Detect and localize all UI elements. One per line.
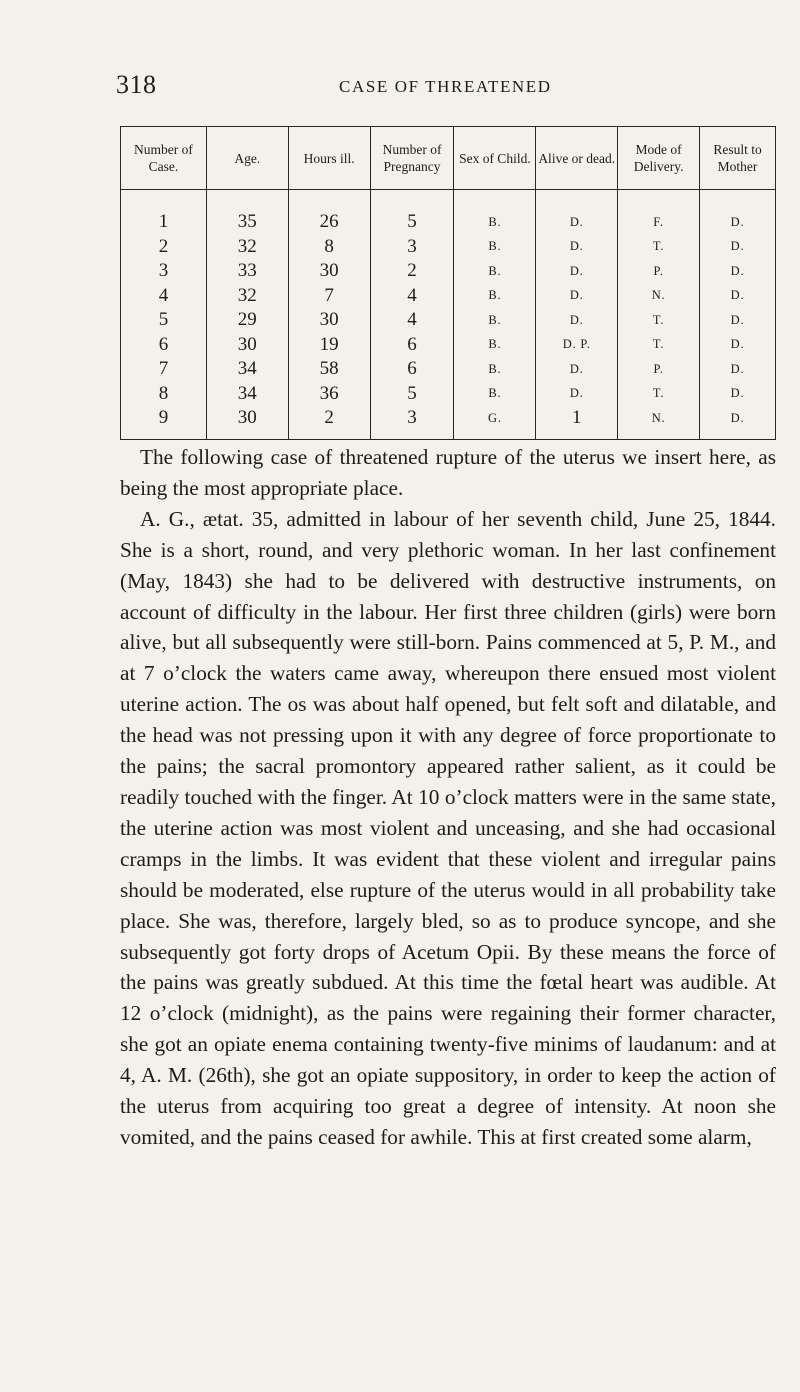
cell-case-number: 1 (121, 190, 207, 235)
cell-pregnancy: 6 (370, 357, 454, 382)
column-header: Result to Mother (700, 127, 776, 190)
paragraph-case: A. G., ætat. 35, admitted in labour of her seventh child, June 25, 1844. She is a short, round, and very plethoric woman. In her last confinement (May, 1843) she had to be delivered with destructive instruments, on account of difficulty in the labour. Her first three children (girls) were born alive, but all subsequently were still-born. Pains commenced at 5, P. M., and at 7 o’clock the waters came away, whereupon there ensued most violent uterine action. The os was about half opened, but felt soft and dilatable, and the head was not pressing upon it with any degree of force proportionate to the pains; the sacral promontory appeared rather salient, as it could be readily touched with the finger. At 10 o’clock matters were in the same state, the uterine action was most violent and unceasing, and she had occasional cramps in the limbs. It was evident that these violent and irregular pains should be moderated, else rupture of the uterus would in all probability take place. She was, therefore, largely bled, so as to produce syncope, and she subsequently got forty drops of Acetum Opii. By these means the force of the pains was greatly subdued. At this time the fœtal heart was audible. At 12 o’clock (midnight), as the pains were regaining their former character, she got an opiate enema containing twenty-five minims of laudanum: and at 4, A. M. (26th), she got an opiate suppository, in order to keep the action of the uterus from acquiring too great a degree of intensity. At noon she vomited, and the pains ceased for awhile. This at first created some alarm, (120, 506, 776, 1149)
cell-result: D. (700, 190, 776, 235)
column-header: Hours ill. (288, 127, 370, 190)
cell-age: 35 (206, 190, 288, 235)
cell-pregnancy: 5 (370, 382, 454, 407)
table-row (121, 235, 776, 260)
column-header: Age. (206, 127, 288, 190)
cell-sex: B. (454, 357, 536, 382)
cell-sex: B. (454, 333, 536, 358)
cell-delivery: T. (618, 308, 700, 333)
table-row (121, 259, 776, 284)
cell-alive-dead: D. (536, 190, 618, 235)
cell-age: 33 (206, 259, 288, 284)
cell-result: D. (700, 382, 776, 407)
column-header: Mode of Delivery. (618, 127, 700, 190)
cell-delivery: N. (618, 406, 700, 439)
column-header: Alive or dead. (536, 127, 618, 190)
cell-case-number: 9 (121, 406, 207, 439)
cell-result: D. (700, 406, 776, 439)
cell-case-number: 8 (121, 382, 207, 407)
cell-case-number: 2 (121, 235, 207, 260)
cell-case-number: 3 (121, 259, 207, 284)
column-header: Number of Pregnancy (370, 127, 454, 190)
cell-result: D. (700, 284, 776, 309)
table-row (121, 333, 776, 358)
column-header: Number of Case. (121, 127, 207, 190)
page-number: 318 (116, 70, 157, 99)
cell-pregnancy: 4 (370, 284, 454, 309)
cell-result: D. (700, 357, 776, 382)
cell-alive-dead: 1 (536, 406, 618, 439)
cell-sex: B. (454, 382, 536, 407)
cell-age: 30 (206, 406, 288, 439)
cell-case-number: 6 (121, 333, 207, 358)
cell-hours-ill: 36 (288, 382, 370, 407)
cell-pregnancy: 3 (370, 235, 454, 260)
cell-alive-dead: D. (536, 284, 618, 309)
cases-table (120, 126, 776, 440)
cell-sex: G. (454, 406, 536, 439)
cell-age: 30 (206, 333, 288, 358)
table-row (121, 190, 776, 235)
cell-result: D. (700, 259, 776, 284)
cell-case-number: 5 (121, 308, 207, 333)
cell-sex: B. (454, 259, 536, 284)
cell-result: D. (700, 308, 776, 333)
table-row (121, 357, 776, 382)
cell-hours-ill: 58 (288, 357, 370, 382)
cell-result: D. (700, 235, 776, 260)
table-row (121, 382, 776, 407)
cell-sex: B. (454, 284, 536, 309)
cell-result: D. (700, 333, 776, 358)
cell-alive-dead: D. P. (536, 333, 618, 358)
cell-sex: B. (454, 235, 536, 260)
cell-pregnancy: 3 (370, 406, 454, 439)
cell-alive-dead: D. (536, 382, 618, 407)
page-header (116, 70, 778, 100)
cell-pregnancy: 5 (370, 190, 454, 235)
cell-age: 32 (206, 284, 288, 309)
table-row (121, 308, 776, 333)
cell-pregnancy: 2 (370, 259, 454, 284)
cell-hours-ill: 7 (288, 284, 370, 309)
cell-hours-ill: 30 (288, 259, 370, 284)
cell-case-number: 7 (121, 357, 207, 382)
cell-delivery: T. (618, 382, 700, 407)
table-row (121, 284, 776, 309)
cell-case-number: 4 (121, 284, 207, 309)
cell-sex: B. (454, 190, 536, 235)
cell-delivery: P. (618, 357, 700, 382)
cell-alive-dead: D. (536, 308, 618, 333)
cell-pregnancy: 6 (370, 333, 454, 358)
cell-hours-ill: 26 (288, 190, 370, 235)
table-row (121, 406, 776, 439)
cell-hours-ill: 8 (288, 235, 370, 260)
table-header-row (121, 127, 776, 190)
cell-alive-dead: D. (536, 235, 618, 260)
cell-delivery: T. (618, 235, 700, 260)
running-title: CASE OF THREATENED (339, 77, 552, 96)
cell-delivery: P. (618, 259, 700, 284)
cell-age: 34 (206, 382, 288, 407)
cell-hours-ill: 30 (288, 308, 370, 333)
cell-age: 29 (206, 308, 288, 333)
paragraph-intro: The following case of threatened rupture of the uterus we insert here, as being the most appropriate place. (120, 445, 776, 500)
cell-delivery: F. (618, 190, 700, 235)
cell-age: 32 (206, 235, 288, 260)
cell-hours-ill: 2 (288, 406, 370, 439)
column-header: Sex of Child. (454, 127, 536, 190)
cell-delivery: N. (618, 284, 700, 309)
cell-sex: B. (454, 308, 536, 333)
cell-age: 34 (206, 357, 288, 382)
cell-delivery: T. (618, 333, 700, 358)
cell-alive-dead: D. (536, 357, 618, 382)
cell-alive-dead: D. (536, 259, 618, 284)
cell-hours-ill: 19 (288, 333, 370, 358)
cell-pregnancy: 4 (370, 308, 454, 333)
body-text (120, 442, 776, 1153)
